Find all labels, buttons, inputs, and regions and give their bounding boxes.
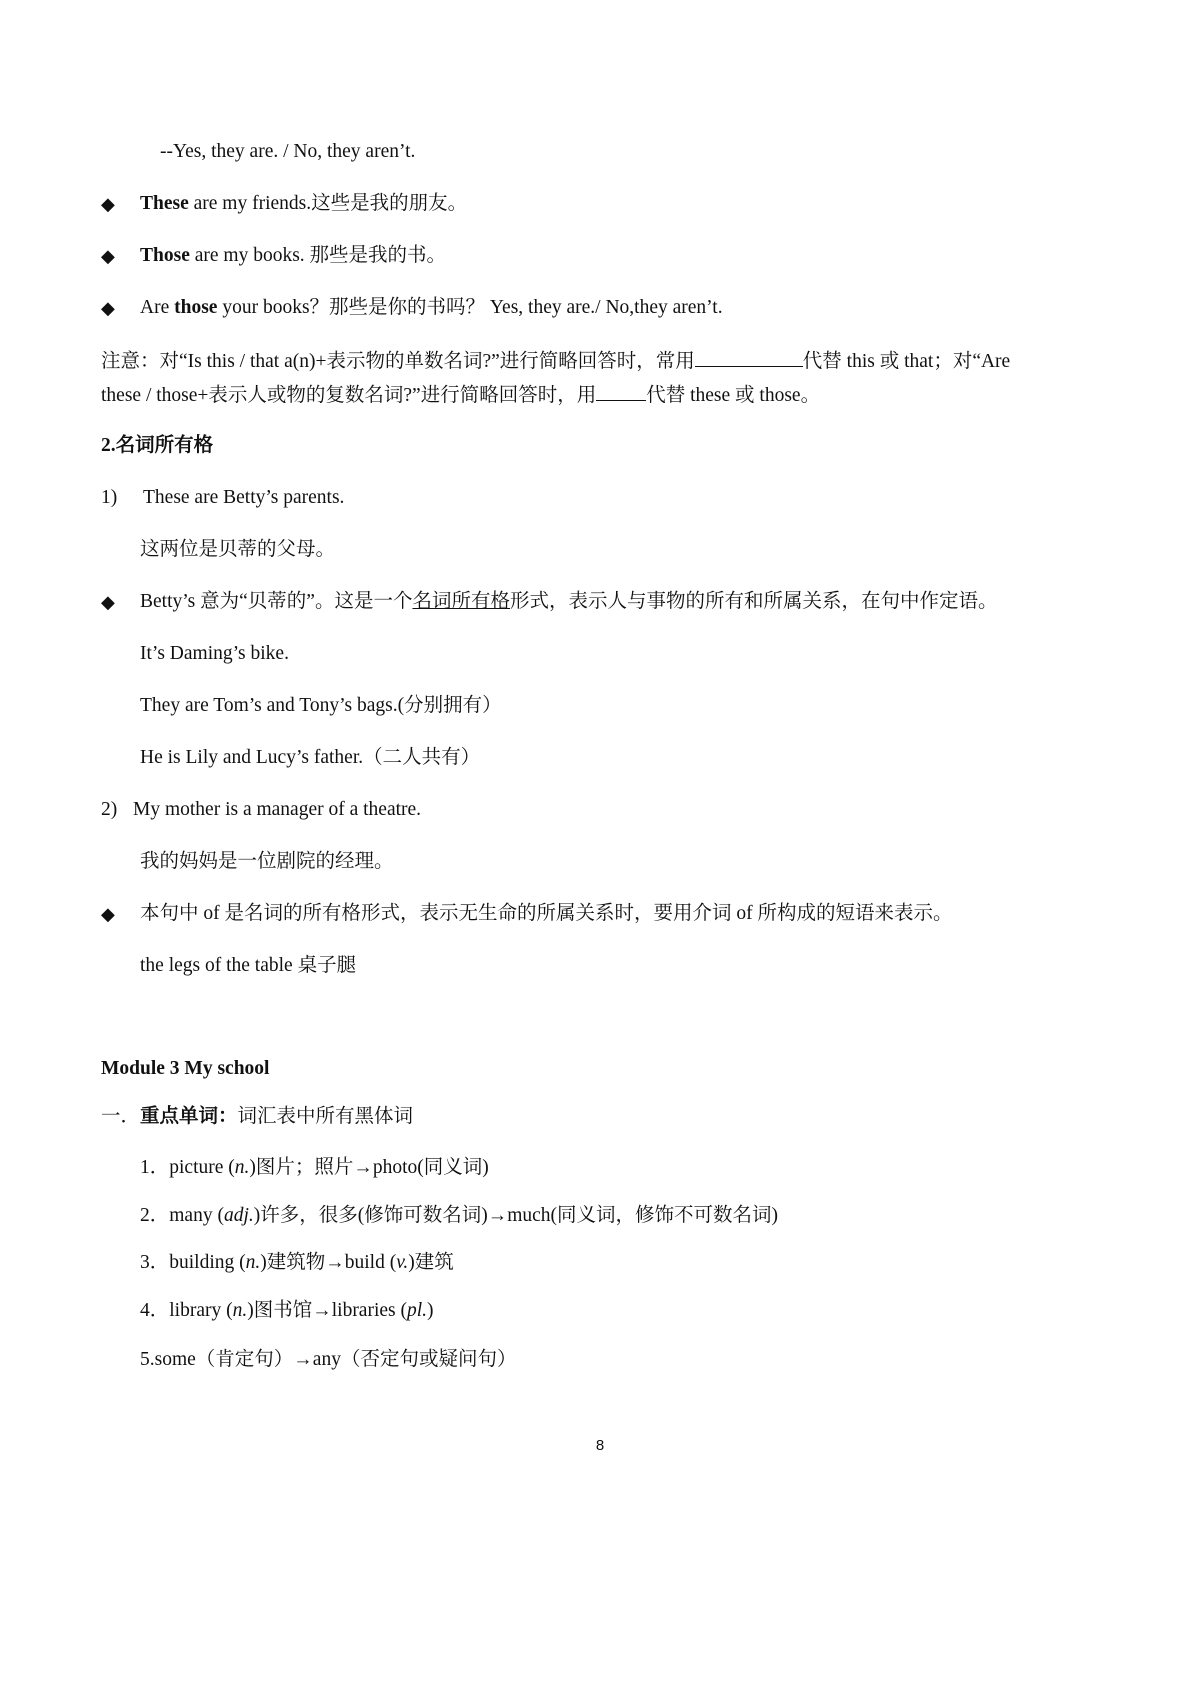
word-text: 1．picture ( bbox=[140, 1157, 235, 1178]
diamond-bullet-icon: ◆ bbox=[101, 194, 115, 215]
label-text: 词汇表中所有黑体词 bbox=[237, 1106, 414, 1127]
example-sentence: He is Lily and Lucy’s father.（二人共有） bbox=[140, 747, 481, 768]
page-number: 8 bbox=[595, 1437, 605, 1454]
example-sentence: My mother is a manager of a theatre. bbox=[133, 799, 422, 820]
diamond-bullet-icon: ◆ bbox=[101, 904, 115, 925]
translation: 我的妈妈是一位剧院的经理。 bbox=[140, 851, 394, 872]
bullet-text: Betty’s 意为“贝蒂的”。这是一个 bbox=[140, 591, 413, 612]
bullet-of-phrase: 本句中 of 是名词的所有格形式，表示无生命的所属关系时，要用介词 of 所构成的短语来表示。 bbox=[140, 903, 953, 924]
note-text: 注意：对“Is this / that a(n)+表示物的单数名词?”进行简略回答时，常用 bbox=[101, 351, 695, 372]
note-text: these / those+表示人或物的复数名词?”进行简略回答时，用 bbox=[101, 385, 597, 406]
section-heading: 2.名词所有格 bbox=[101, 435, 214, 456]
fill-blank bbox=[695, 350, 803, 367]
bold-word: Those bbox=[140, 245, 190, 266]
bullet-text: Are bbox=[140, 297, 175, 318]
word-item bbox=[140, 1350, 516, 1370]
bold-word: These bbox=[140, 193, 189, 214]
note-line-1 bbox=[101, 350, 1010, 372]
bullet-are-those bbox=[140, 298, 723, 318]
word-text: )图书馆→libraries ( bbox=[247, 1300, 407, 1321]
part-of-speech: n. bbox=[234, 1157, 250, 1178]
example-sentence: It’s Daming’s bike. bbox=[140, 643, 289, 664]
bullet-possessive bbox=[140, 592, 997, 612]
bold-word: those bbox=[174, 297, 218, 318]
note-text: 代替 these 或 those。 bbox=[646, 385, 821, 406]
part-of-speech: n. bbox=[245, 1252, 261, 1273]
answer-line: --Yes, they are. / No, they aren’t. bbox=[160, 141, 416, 162]
diamond-bullet-icon: ◆ bbox=[101, 298, 115, 319]
bullet-text: your books？那些是你的书吗？ Yes, they are./ No,they aren’t. bbox=[217, 297, 723, 318]
underlined-term: 名词所有格 bbox=[412, 591, 510, 612]
word-text: )建筑 bbox=[408, 1252, 454, 1273]
note-line-2 bbox=[101, 384, 820, 406]
module-heading: Module 3 My school bbox=[101, 1058, 270, 1079]
word-item bbox=[140, 1206, 778, 1226]
word-text: 3．building ( bbox=[140, 1252, 246, 1273]
part-of-speech: n. bbox=[232, 1300, 248, 1321]
example-sentence: They are Tom’s and Tony’s bags.(分别拥有） bbox=[140, 695, 502, 716]
example-sentence: the legs of the table 桌子腿 bbox=[140, 955, 357, 976]
list-prefix: 一． bbox=[101, 1106, 141, 1127]
key-words-heading bbox=[101, 1107, 413, 1127]
item-number: 1) bbox=[101, 487, 118, 508]
diamond-bullet-icon: ◆ bbox=[101, 592, 115, 613]
word-text: )建筑物→build ( bbox=[260, 1252, 397, 1273]
note-text: 代替 this 或 that；对“Are bbox=[802, 351, 1011, 372]
word-text: )图片；照片→photo(同义词) bbox=[249, 1157, 489, 1178]
bullet-these bbox=[140, 194, 467, 214]
bold-label: 重点单词： bbox=[140, 1106, 238, 1127]
example-sentence: These are Betty’s parents. bbox=[143, 487, 345, 508]
part-of-speech: pl. bbox=[407, 1300, 428, 1321]
word-item bbox=[140, 1301, 434, 1321]
translation: 这两位是贝蒂的父母。 bbox=[140, 539, 336, 560]
word-text: 5.some（肯定句）→any（否定句或疑问句） bbox=[140, 1349, 517, 1370]
part-of-speech: adj. bbox=[223, 1205, 254, 1226]
diamond-bullet-icon: ◆ bbox=[101, 246, 115, 267]
bullet-text: are my friends.这些是我的朋友。 bbox=[188, 193, 468, 214]
word-text: 4．library ( bbox=[140, 1300, 233, 1321]
word-item bbox=[140, 1253, 454, 1273]
word-text: ) bbox=[427, 1300, 434, 1321]
fill-blank bbox=[596, 384, 646, 401]
word-item bbox=[140, 1158, 489, 1178]
item-number: 2) bbox=[101, 799, 118, 820]
bullet-text: are my books. 那些是我的书。 bbox=[189, 245, 447, 266]
part-of-speech: v. bbox=[396, 1252, 409, 1273]
bullet-those bbox=[140, 246, 446, 266]
bullet-text: 形式，表示人与事物的所有和所属关系，在句中作定语。 bbox=[509, 591, 998, 612]
word-text: )许多，很多(修饰可数名词)→much(同义词，修饰不可数名词) bbox=[253, 1205, 779, 1226]
word-text: 2．many ( bbox=[140, 1205, 224, 1226]
